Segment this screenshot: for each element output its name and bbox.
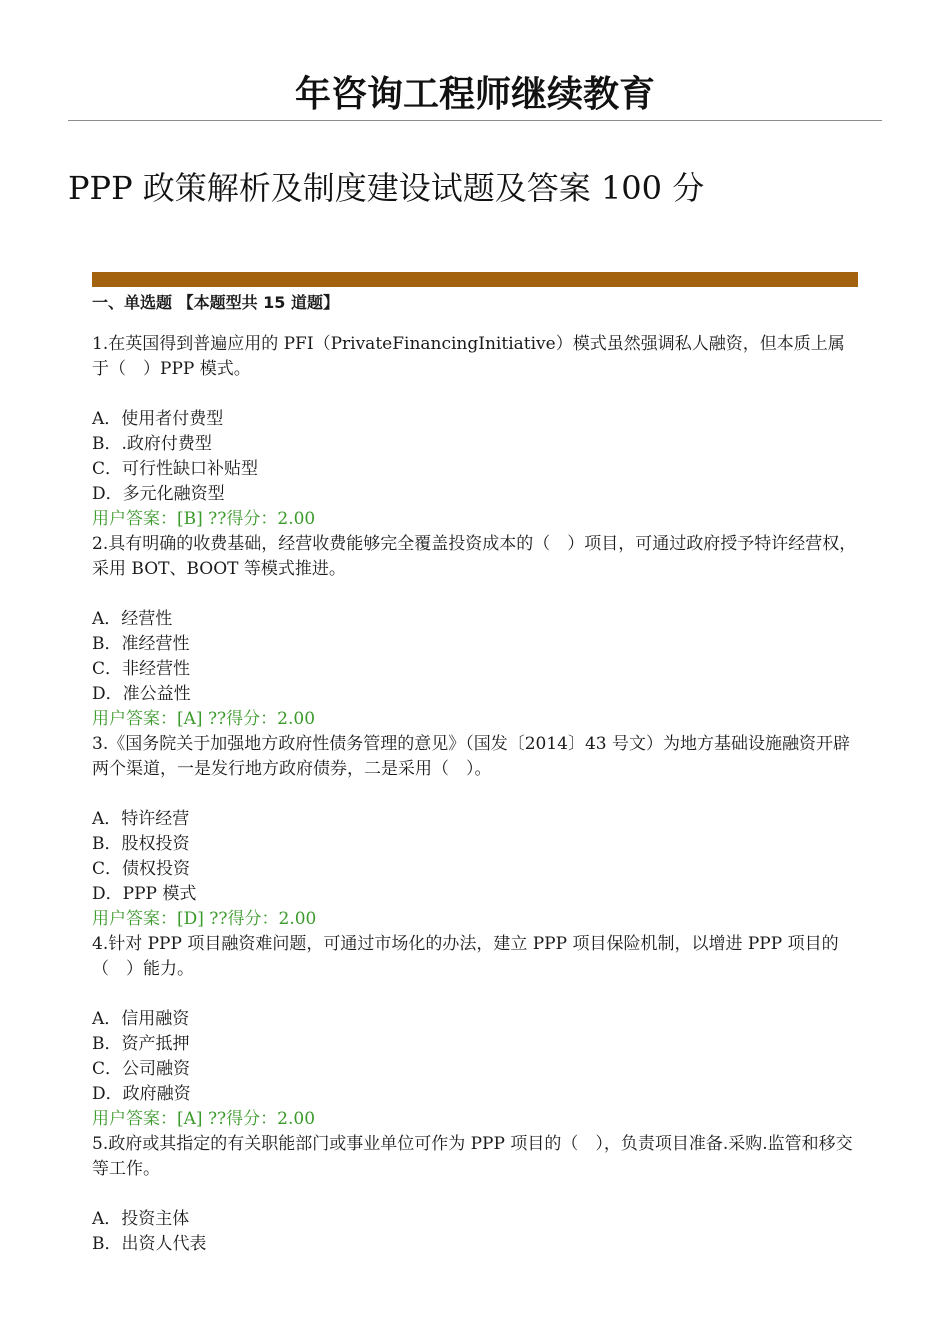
option-b: B．出资人代表 — [92, 1234, 207, 1254]
section-divider-bar — [92, 272, 858, 287]
option-c: C．非经营性 — [92, 659, 191, 679]
option-list — [92, 407, 858, 507]
user-answer-score: 用户答案：[A] ??得分：2.00 — [92, 709, 316, 729]
option-list — [92, 1207, 858, 1257]
header-title: 年咨询工程师继续教育 — [294, 74, 655, 115]
option-d: D．PPP 模式 — [92, 884, 197, 904]
option-list — [92, 1007, 858, 1107]
question-1 — [92, 332, 858, 532]
option-d: D．多元化融资型 — [92, 484, 225, 504]
option-c: C．债权投资 — [92, 859, 191, 879]
option-b: B．资产抵押 — [92, 1034, 190, 1054]
question-3 — [92, 732, 858, 932]
user-answer-score: 用户答案：[A] ??得分：2.00 — [92, 1109, 316, 1129]
question-text: 1.在英国得到普遍应用的 PFI（PrivateFinancingInitiative）模式虽然强调私人融资，但本质上属于（ ）PPP 模式。 — [92, 334, 845, 379]
option-a: A．信用融资 — [92, 1009, 190, 1029]
user-answer-score: 用户答案：[D] ??得分：2.00 — [92, 909, 317, 929]
user-answer-score: 用户答案：[B] ??得分：2.00 — [92, 509, 316, 529]
option-c: C．公司融资 — [92, 1059, 191, 1079]
option-d: D．政府融资 — [92, 1084, 191, 1104]
question-text: 4.针对 PPP 项目融资难问题，可通过市场化的办法，建立 PPP 项目保险机制，以增进 PPP 项目的（ ）能力。 — [92, 934, 839, 979]
document-title: PPP 政策解析及制度建设试题及答案 100 分 — [68, 169, 705, 207]
option-a: A．使用者付费型 — [92, 409, 224, 429]
question-list — [92, 289, 858, 1257]
page-header — [68, 70, 882, 121]
option-a: A．特许经营 — [92, 809, 190, 829]
question-text: 2.具有明确的收费基础，经营收费能够完全覆盖投资成本的（ ）项目，可通过政府授予特许经营权，采用 BOT、BOOT 等模式推进。 — [92, 534, 857, 579]
question-5 — [92, 1132, 858, 1257]
option-b: B．准经营性 — [92, 634, 190, 654]
question-text: 3.《国务院关于加强地方政府性债务管理的意见》（国发〔2014〕43 号文）为地方基础设施融资开辟两个渠道，一是发行地方政府债券，二是采用（ ）。 — [92, 734, 851, 779]
section-heading: 一、单选题 【本题型共 15 道题】 — [92, 293, 339, 312]
option-d: D．准公益性 — [92, 684, 191, 704]
question-4 — [92, 932, 858, 1132]
option-list — [92, 807, 858, 907]
option-b: B．.政府付费型 — [92, 434, 212, 454]
option-a: A．经营性 — [92, 609, 173, 629]
question-text: 5.政府或其指定的有关职能部门或事业单位可作为 PPP 项目的（ ），负责项目准备.采购.监管和移交等工作。 — [92, 1134, 853, 1179]
option-a: A．投资主体 — [92, 1209, 190, 1229]
option-b: B．股权投资 — [92, 834, 190, 854]
question-2 — [92, 532, 858, 732]
option-list — [92, 607, 858, 707]
option-c: C．可行性缺口补贴型 — [92, 459, 259, 479]
